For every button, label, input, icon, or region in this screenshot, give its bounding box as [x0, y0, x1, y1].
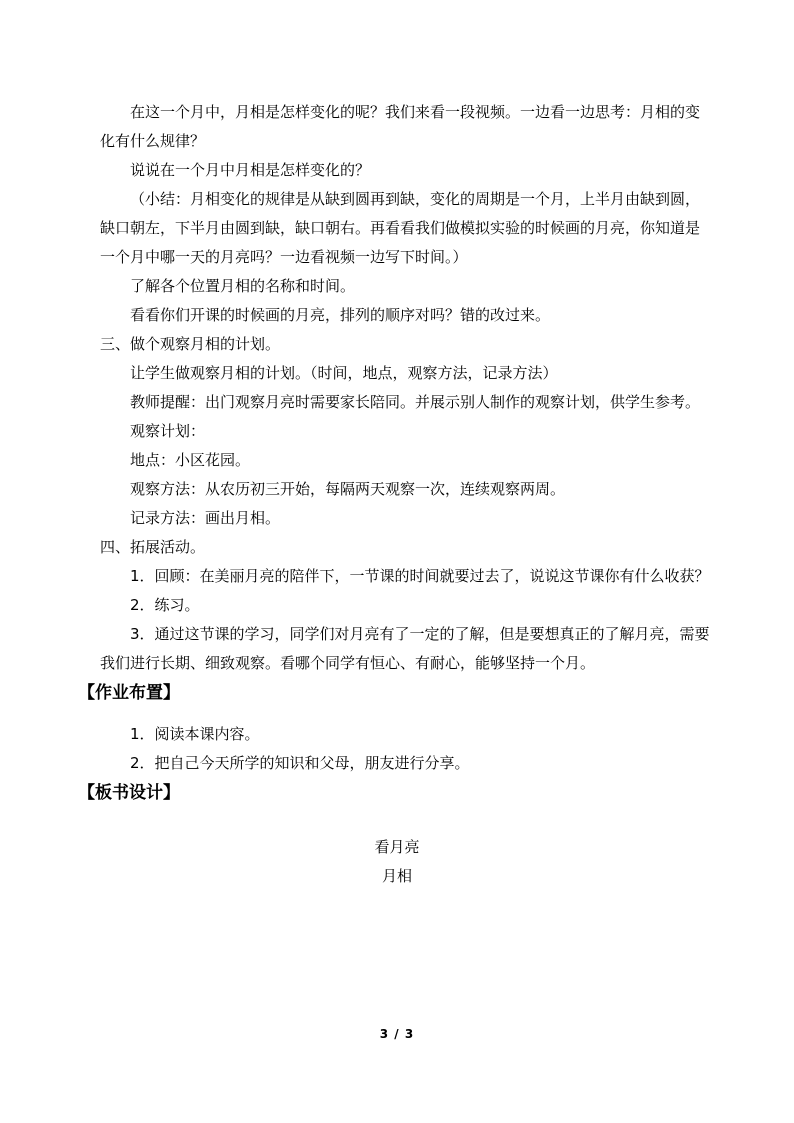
paragraph-plan-label: 观察计划： — [130, 422, 206, 440]
paragraph-summary-line2: 缺口朝左，下半月由圆到缺，缺口朝右。再看看我们做模拟实验的时候画的月亮，你知道是 — [100, 219, 701, 237]
list-item-observe-cont: 我们进行长期、细致观察。看哪个同学有恒心、有耐心，能够坚持一个月。 — [100, 654, 596, 672]
section-title-homework: 【作业布置】 — [78, 683, 180, 703]
paragraph-teacher-reminder: 教师提醒：出门观察月亮时需要家长陪同。并展示别人制作的观察计划，供学生参考。 — [130, 393, 701, 411]
list-item-observe: 3．通过这节课的学习，同学们对月亮有了一定的了解，但是要想真正的了解月亮，需要 — [130, 625, 710, 643]
homework-item-share: 2．把自己今天所学的知识和父母，朋友进行分享。 — [130, 754, 470, 772]
board-subtitle-line: 月相 — [381, 867, 412, 885]
spacer — [100, 708, 730, 720]
paragraph-summary-line1: （小结：月相变化的规律是从缺到圆再到缺，变化的周期是一个月，上半月由缺到圆， — [130, 190, 701, 208]
board-title-line: 看月亮 — [374, 838, 420, 856]
heading-plan: 三、做个观察月相的计划。 — [100, 335, 281, 353]
list-item-review: 1．回顾：在美丽月亮的陪伴下，一节课的时间就要过去了，说说这节课你有什么收获？ — [130, 567, 710, 585]
paragraph-names: 了解各个位置月相的名称和时间。 — [130, 277, 356, 295]
paragraph-order: 看看你们开课的时候画的月亮，排列的顺序对吗？错的改过来。 — [130, 306, 551, 324]
board-design-block — [0, 833, 794, 891]
section-title-board-design: 【板书设计】 — [78, 783, 180, 803]
list-item-practice: 2．练习。 — [130, 596, 200, 614]
paragraph-method: 观察方法：从农历初三开始，每隔两天观察一次，连续观察两周。 — [130, 480, 566, 498]
paragraph-summary-line3: 一个月中哪一天的月亮吗？一边看视频一边写下时间。） — [100, 248, 468, 266]
paragraph-location: 地点：小区花园。 — [130, 451, 251, 469]
page-number: 3 / 3 — [379, 1027, 415, 1041]
document-body — [78, 98, 730, 808]
paragraph-discuss: 说说在一个月中月相是怎样变化的？ — [130, 161, 371, 179]
heading-extension: 四、拓展活动。 — [100, 538, 206, 556]
paragraph-make-plan: 让学生做观察月相的计划。（时间，地点，观察方法，记录方法） — [130, 364, 558, 382]
homework-item-read: 1．阅读本课内容。 — [130, 725, 260, 743]
paragraph-video-intro-cont: 化有什么规律？ — [100, 132, 206, 150]
paragraph-video-intro: 在这一个月中，月相是怎样变化的呢？我们来看一段视频。一边看一边思考：月相的变 — [130, 103, 701, 121]
paragraph-record: 记录方法：画出月相。 — [130, 509, 281, 527]
